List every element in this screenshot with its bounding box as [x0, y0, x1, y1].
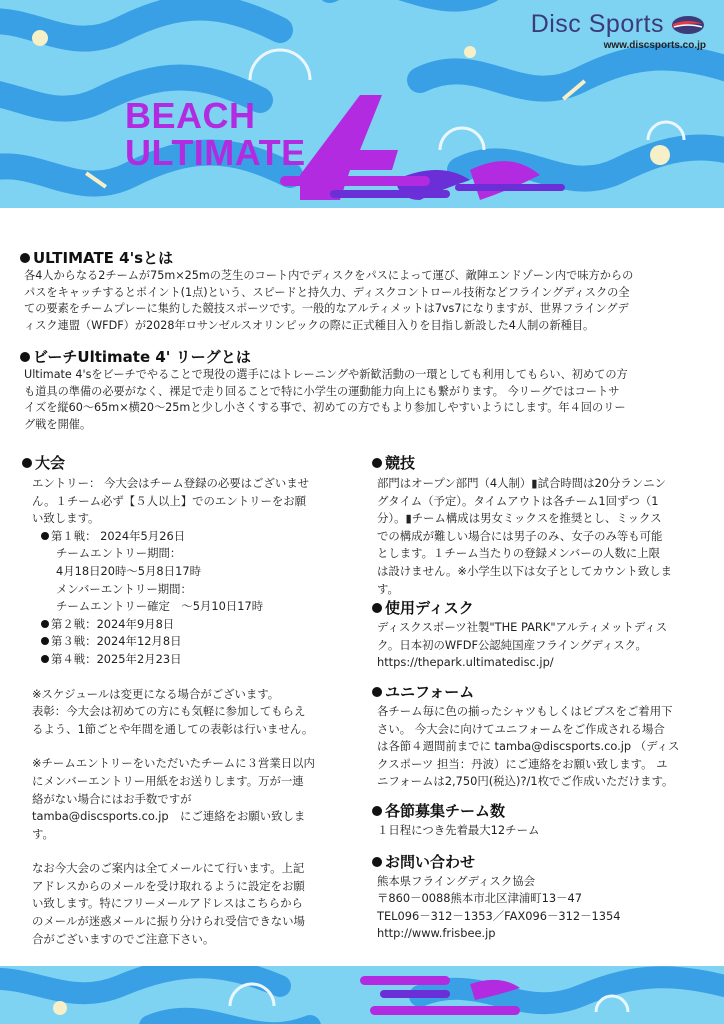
about-text-line: パスをキャッチするとポイント(1点)という、スピードと持久力、ディスクコントロール技術などフライングディスクの全	[24, 285, 630, 299]
footer-wave-pattern	[0, 966, 724, 1024]
deco-4s-graphic	[280, 95, 565, 200]
notes-email-line[interactable]: tamba@discsports.co.jp にご連絡をお願い致しま	[32, 809, 306, 824]
bullet-icon	[372, 806, 382, 816]
notes-line: のメールが迷惑メールに振り分けられ受信できない場	[32, 914, 305, 929]
competition-line: す。	[377, 581, 399, 596]
round-2-item: 第２戦：2024年9月8日	[32, 616, 352, 634]
bullet-icon	[41, 655, 49, 663]
league-text-line: イズを縦60～65m×横20～25mと少し小さくする事で、初めての方でもより参加しやすいようにします。年４回のリー	[24, 401, 626, 415]
notes-line: 表彰：今大会は初めての方にも気軽に参加してもらえ	[32, 704, 306, 719]
notes-line: なお今大会のご案内は全てメールにて行います。上記	[32, 861, 305, 876]
entry-line: ん。１チーム必ず【５人以上】でのエントリーをお願	[32, 493, 307, 508]
bullet-icon	[372, 603, 382, 613]
title-beach: BEACH	[125, 95, 256, 136]
bullet-icon	[41, 532, 49, 540]
league-text-line: Ultimate 4'sをビーチでやることで現役の選手にはトレーニングや新歓活動の一環としても利用してもらい、初めての方	[24, 368, 628, 381]
uniform-line: は各節４週間前までに tamba@discsports.co.jp （ディス	[377, 739, 680, 754]
round-4-item: 第４戦：2025年2月23日	[32, 651, 352, 669]
uniform-line: クスポーツ 担当：丹波）にご連絡をお願い致します。 ユ	[377, 756, 668, 771]
round-1-detail: チームエントリー確定 ～5月10日17時	[56, 599, 264, 614]
competition-line: グタイム（予定）。タイムアウトは各チーム1回ずつ（1	[377, 493, 659, 508]
notes-line: 絡がない場合にはお手数ですが	[32, 791, 192, 806]
contact-url-link[interactable]: http://www.frisbee.jp	[377, 926, 496, 941]
notes-line: るよう、1節ごとや年間を通しての表彰は行いません。	[32, 721, 314, 736]
bullet-icon	[22, 458, 32, 468]
bullet-icon	[41, 637, 49, 645]
competition-heading: 競技	[372, 453, 702, 473]
recruit-section	[372, 801, 702, 840]
contact-phone: TEL096－312－1353／FAX096－312－1354	[377, 908, 621, 923]
contact-section	[372, 852, 702, 943]
uniform-line: ニフォームは2,750円(税込)?/1枚でご作成いただけます。	[377, 774, 674, 789]
about-text-line: ィスク連盟（WFDF）が2028年ロサンゼルスオリンピックの際に正式種目入りを目指し新設した4人制の新種目。	[24, 318, 595, 332]
round-1-item: 第１戦： 2024年5月26日	[32, 528, 352, 546]
notes-line: い致します。特にフリーメールアドレスはこちらから	[32, 896, 303, 911]
disc-line: ク。日本初のWFDF公認純国産フライングディスク。	[377, 637, 647, 652]
competition-line: 分）。▮チーム構成は男女ミックスを推奨とし、ミックス	[377, 511, 662, 526]
tournament-section	[22, 453, 352, 948]
contact-address: 〒860－0088熊本市北区津浦町13－47	[377, 891, 583, 906]
round-1-detail: チームエントリー期間：	[56, 546, 182, 561]
league-text-line: も道具の準備の必要がなく、裸足で走り回ることで特に小学生の運動能力向上にも繋がります。 今リーグではコートサ	[24, 384, 620, 398]
title-ultimate: ULTIMATE	[125, 132, 306, 173]
bullet-icon	[372, 857, 382, 867]
bullet-icon	[41, 620, 49, 628]
right-column	[372, 453, 702, 943]
disc-url-link[interactable]: https://thepark.ultimatedisc.jp/	[377, 655, 554, 670]
header-banner	[0, 0, 724, 208]
bullet-icon	[20, 352, 30, 362]
notes-line: ※チームエントリーをいただいたチームに３営業日以内	[32, 756, 315, 771]
entry-line: い致します。	[32, 511, 100, 526]
uniform-section	[372, 682, 702, 791]
uniform-line: さい。 今大会に向けてユニフォームをご作成される場合	[377, 721, 665, 736]
round-1-detail: 4月18日20時～5月8日17時	[56, 563, 201, 578]
league-heading: ビーチUltimate 4' リーグとは	[20, 347, 710, 367]
contact-org: 熊本県フライングディスク協会	[377, 873, 535, 888]
uniform-line: 各チーム毎に色の揃ったシャツもしくはビブスをご着用下	[377, 703, 673, 718]
competition-line: は設けません。※小学生以下は女子としてカウント致しま	[377, 563, 672, 578]
competition-line: とします。１チーム当たりの登録メンバーの人数に上限	[377, 546, 661, 561]
disc-section	[372, 598, 702, 672]
about-section	[20, 248, 710, 334]
recruit-line: １日程につき先着最大12チーム	[377, 822, 540, 837]
round-3-item: 第３戦：2024年12月8日	[32, 633, 352, 651]
bullet-icon	[372, 687, 382, 697]
disc-line: ディスクスポーツ社製"THE PARK"アルティメットディス	[377, 620, 668, 635]
disc-heading: 使用ディスク	[372, 598, 702, 618]
about-heading: ULTIMATE 4'sとは	[20, 248, 710, 268]
tournament-heading: 大会	[22, 453, 352, 473]
notes-line: アドレスからのメールを受け取れるように設定をお願	[32, 878, 305, 893]
bullet-icon	[372, 458, 382, 468]
disc-logo-icon	[670, 14, 706, 36]
competition-line: での構成が難しい場合には男子のみ、女子のみ等も可能	[377, 528, 663, 543]
footer-banner	[0, 966, 724, 1024]
about-text-line: 各4人からなる2チームが75m×25mの芝生のコート内でディスクをパスによって運び、敵陣エンドゾーン内で味方からの	[24, 269, 634, 282]
competition-line: 部門はオープン部門（4人制）▮試合時間は20分ランニン	[377, 476, 666, 490]
notes-line: にメンバーエントリー用紙をお送りします。万が一連	[32, 773, 304, 788]
notes-line: 合がございますのでご注意下さい。	[32, 931, 215, 946]
bullet-icon	[20, 253, 30, 263]
notes-line: す。	[32, 826, 54, 841]
league-section	[20, 347, 710, 433]
competition-section	[372, 453, 702, 598]
contact-heading: お問い合わせ	[372, 852, 702, 872]
round-1-detail: メンバーエントリー期間：	[56, 581, 192, 596]
recruit-heading: 各節募集チーム数	[372, 801, 702, 821]
brand-url: www.discsports.co.jp	[603, 40, 706, 51]
league-text-line: グ戦を開催。	[24, 417, 92, 431]
brand-block	[531, 10, 706, 51]
about-text-line: ての要素をチームプレーに集約した競技スポーツです。一般的なアルティメットは7vs7になりますが、世界フライングデ	[24, 302, 629, 316]
brand-name: Disc Sports	[530, 10, 664, 38]
entry-line: エントリー： 今大会はチーム登録の必要はございませ	[32, 476, 309, 490]
notes-line: ※スケジュールは変更になる場合がございます。	[32, 686, 280, 701]
uniform-heading: ユニフォーム	[372, 682, 702, 702]
